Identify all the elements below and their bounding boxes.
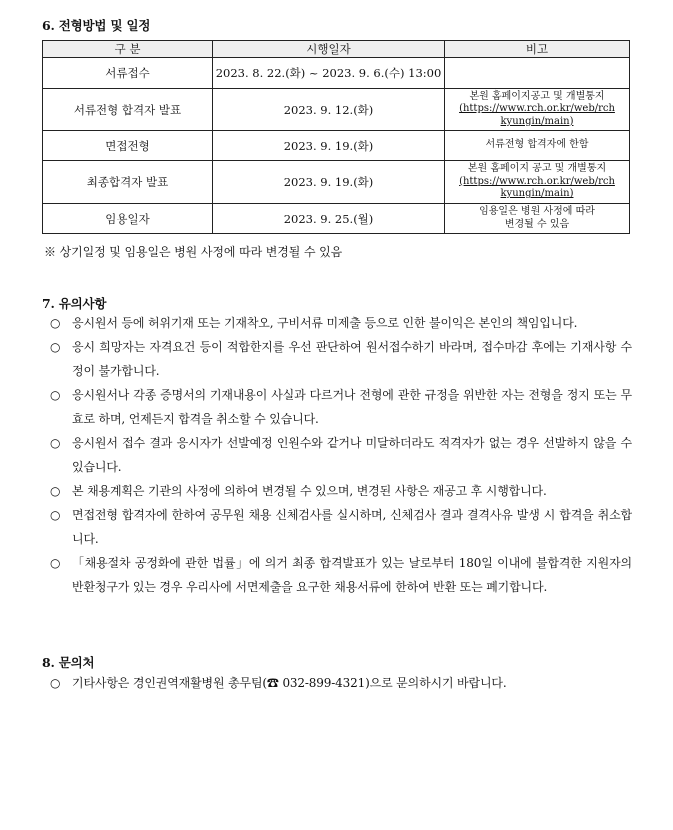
list-item <box>50 671 632 695</box>
section-8-title: 8. 문의처 <box>42 655 95 670</box>
homepage-link[interactable]: (https://www.rch.or.kr/web/rch <box>459 103 615 115</box>
circle-bullet-icon: ○ <box>50 388 61 402</box>
column-header-date: 시행일자 <box>213 41 445 58</box>
date-cell: 2023. 9. 19.(화) <box>213 131 445 161</box>
list-item-text: 응시원서 접수 결과 응시자가 선발예정 인원수와 같거나 미달하더라도 적격자가 없는 경우 선발하지 않을 수 있습니다. <box>72 436 632 474</box>
circle-bullet-icon: ○ <box>50 484 61 498</box>
homepage-link[interactable]: (https://www.rch.or.kr/web/rch <box>459 175 615 187</box>
table-row <box>43 161 630 204</box>
contact-text: 기타사항은 경인권역재활병원 총무팀(☎ 032-899-4321)으로 문의하시기 바랍니다. <box>72 676 507 690</box>
stage-cell: 임용일자 <box>43 204 213 234</box>
section-6-title: 6. 전형방법 및 일정 <box>42 18 151 33</box>
stage-cell: 최종합격자 발표 <box>43 161 213 204</box>
circle-bullet-icon: ○ <box>50 508 61 522</box>
note-line: 서류전형 합격자에 한함 <box>485 139 589 151</box>
table-row <box>43 89 630 131</box>
table-row <box>43 204 630 234</box>
homepage-link-continued[interactable]: kyungin/main) <box>500 115 574 127</box>
note-cell <box>445 131 630 161</box>
homepage-link-continued[interactable]: kyungin/main) <box>500 188 574 200</box>
date-cell: 2023. 8. 22.(화) ~ 2023. 9. 6.(수) 13:00 <box>213 58 445 89</box>
note-cell <box>445 89 630 131</box>
section-7-title: 7. 유의사항 <box>42 296 107 311</box>
list-item-text: 「채용절차 공정화에 관한 법률」에 의거 최종 합격발표가 있는 날로부터 180일 이내에 불합격한 지원자의 반환청구가 있는 경우 우리사에 서면제출을 요구한 채용서류에 한하여 반환 또는 폐기합니다. <box>72 556 632 594</box>
schedule-remark: ※ 상기일정 및 임용일은 병원 사정에 따라 변경될 수 있음 <box>44 245 343 259</box>
list-item <box>50 479 632 503</box>
list-item <box>50 335 632 383</box>
circle-bullet-icon: ○ <box>50 676 61 690</box>
note-cell <box>445 204 630 234</box>
list-item <box>50 383 632 431</box>
table-header-row <box>43 41 630 58</box>
contact-list <box>50 671 632 695</box>
note-line: 본원 홈페이지공고 및 개별통지 <box>469 90 605 102</box>
notice-list <box>50 311 632 599</box>
stage-cell: 면접전형 <box>43 131 213 161</box>
list-item-text: 면접전형 합격자에 한하여 공무원 채용 신체검사를 실시하며, 신체검사 결과 결격사유 발생 시 합격을 취소합니다. <box>72 508 632 546</box>
list-item <box>50 431 632 479</box>
circle-bullet-icon: ○ <box>50 316 61 330</box>
column-header-note: 비고 <box>445 41 630 58</box>
list-item-text: 본 채용계획은 기관의 사정에 의하여 변경될 수 있으며, 변경된 사항은 재공고 후 시행합니다. <box>72 484 547 498</box>
note-cell <box>445 58 630 89</box>
schedule-table <box>42 40 630 234</box>
list-item-text: 응시원서 등에 허위기재 또는 기재착오, 구비서류 미제출 등으로 인한 불이익은 본인의 책임입니다. <box>72 316 578 330</box>
stage-cell: 서류전형 합격자 발표 <box>43 89 213 131</box>
note-line: 변경될 수 있음 <box>504 218 570 230</box>
column-header-category: 구 분 <box>43 41 213 58</box>
list-item-text: 응시 희망자는 자격요건 등이 적합한지를 우선 판단하여 원서접수하기 바라며, 접수마감 후에는 기재사항 수정이 불가합니다. <box>72 340 632 378</box>
list-item <box>50 503 632 551</box>
note-cell <box>445 161 630 204</box>
list-item <box>50 551 632 599</box>
note-line: 본원 홈페이지 공고 및 개별통지 <box>467 163 607 175</box>
list-item <box>50 311 632 335</box>
date-cell: 2023. 9. 25.(월) <box>213 204 445 234</box>
note-line: 임용일은 병원 사정에 따라 <box>479 206 595 217</box>
date-cell: 2023. 9. 19.(화) <box>213 161 445 204</box>
date-cell: 2023. 9. 12.(화) <box>213 89 445 131</box>
circle-bullet-icon: ○ <box>50 556 61 570</box>
stage-cell: 서류접수 <box>43 58 213 89</box>
table-row <box>43 131 630 161</box>
circle-bullet-icon: ○ <box>50 436 61 450</box>
circle-bullet-icon: ○ <box>50 340 61 354</box>
table-row <box>43 58 630 89</box>
list-item-text: 응시원서나 각종 증명서의 기재내용이 사실과 다르거나 전형에 관한 규정을 위반한 자는 전형을 정지 또는 무효로 하며, 언제든지 합격을 취소할 수 있습니다. <box>72 388 632 426</box>
